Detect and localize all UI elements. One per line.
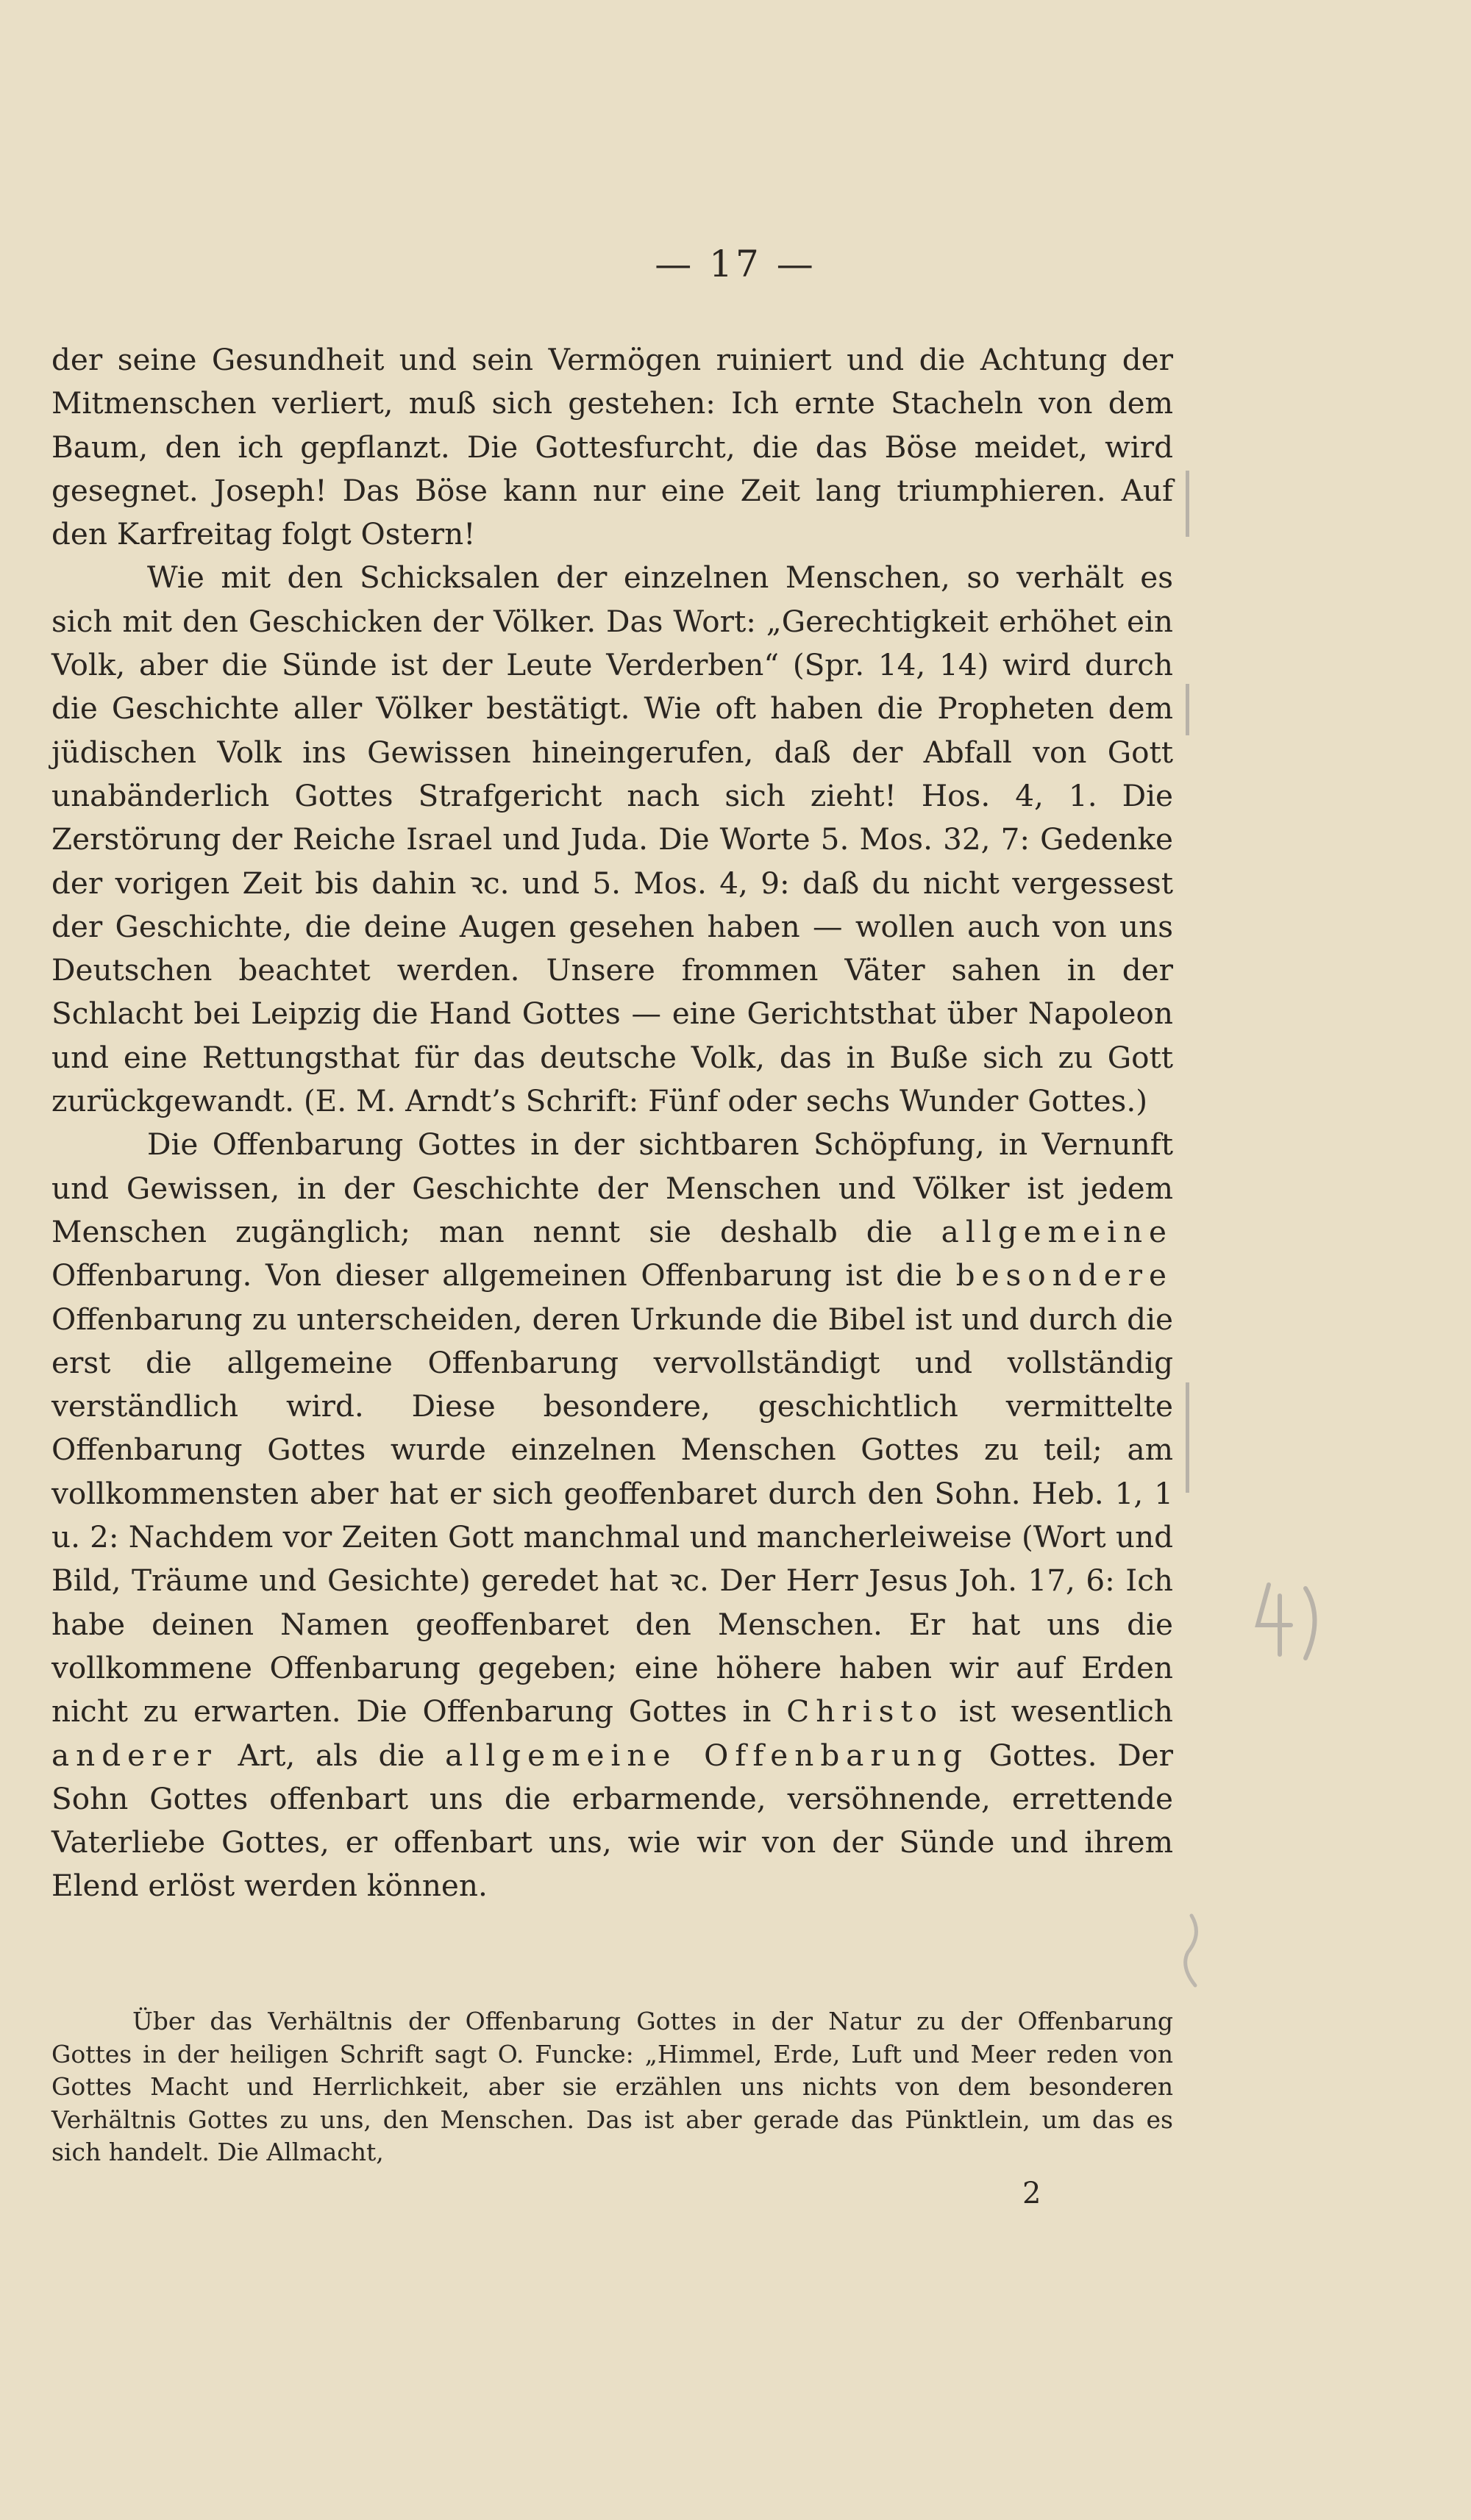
margin-line-mark: [1186, 1382, 1189, 1493]
margin-line-mark: [1186, 471, 1189, 537]
text-run: Wie mit den Schicksalen der einzelnen Menschen, so verhält es sich mit den Geschicken der Völker. Das Wort: „Gerechtigkeit erhöhet ein Volk, aber die Sünde ist der Leute Verderben“ (Spr. 14, 14) wird durch die Geschichte aller Völker bestätigt. Wie oft haben die Propheten dem jüdischen Volk ins Gewissen hineingerufen, daß der Abfall von Gott unabänderlich Gottes Strafgericht nach sich zieht! Hos. 4, 1. Die Zerstörung der Reiche Israel und Juda. Die Worte 5. Mos. 32, 7: Gedenke der vorigen Zeit bis dahin ꝛc. und 5. Mos. 4, 9: daß du nicht vergessest der Geschichte, die deine Augen gesehen haben — wollen auch von uns Deutschen beachtet werden. Unsere frommen Väter sahen in der Schlacht bei Leipzig die Hand Gottes — eine Gerichtsthat über Napoleon und eine Rettungsthat für das deutsche Volk, das in Buße sich zu Gott zurückgewandt. (E. M. Arndt’s Schrift: Fünf oder sechs Wunder Gottes.): [51, 560, 1173, 1119]
text-run: Die Offenbarung Gottes in der sichtbaren Schöpfung, in Vernunft und Gewissen, in der Geschichte der Menschen und Völker ist jedem Menschen zugänglich; man nennt sie deshalb die: [51, 1127, 1173, 1249]
paragraph: [51, 1123, 1173, 1907]
emphasized-text: anderer: [51, 1737, 218, 1773]
text-run: ist wesentlich: [944, 1693, 1173, 1730]
page-number: — 17 —: [655, 243, 816, 285]
emphasized-text: besondere: [955, 1257, 1173, 1293]
emphasized-text: allgemeine: [941, 1213, 1173, 1249]
pencil-scribble-icon: [1177, 1912, 1206, 1993]
paragraph: [51, 556, 1173, 1123]
pencil-annotation-icon: [1250, 1574, 1331, 1669]
main-text: [51, 338, 1173, 1908]
margin-line-mark: [1186, 684, 1189, 735]
printer-signature: 2: [1022, 2177, 1041, 2210]
text-run: der seine Gesundheit und sein Vermögen ruiniert und die Achtung der Mitmenschen verliert, muß sich gestehen: Ich ernte Stacheln von dem Baum, den ich gepflanzt. Die Gottesfurcht, die das Böse meidet, wird gesegnet. Joseph! Das Böse kann nur eine Zeit lang triumphieren. Auf den Karfreitag folgt Ostern!: [51, 342, 1173, 552]
text-run: Art, als die: [217, 1737, 446, 1773]
emphasized-text: allgemeine Offenbarung: [445, 1737, 969, 1773]
emphasized-text: Christo: [786, 1693, 944, 1730]
paragraph: [51, 338, 1173, 556]
text-run: Gottes. Der Sohn Gottes offenbart uns die erbarmende, versöhnende, errettende Vaterliebe Gottes, er offenbart uns, wie wir von der Sünde und ihrem Elend erlöst werden können.: [51, 1737, 1174, 1904]
footnote-text: Über das Verhältnis der Offenbarung Gottes in der Natur zu der Offenbarung Gottes in der heiligen Schrift sagt O. Funcke: „Himmel, Erde, Luft und Meer reden von Gottes Macht und Herrlichkeit, aber sie erzählen uns nichts von dem besonderen Verhältnis Gottes zu uns, den Menschen. Das ist aber gerade das Pünktlein, um das es sich handelt. Die Allmacht,: [51, 2007, 1173, 2166]
footnote: [51, 2005, 1173, 2169]
text-run: Offenbarung. Von dieser allgemeinen Offenbarung ist die: [51, 1257, 956, 1293]
text-run: Offenbarung zu unterscheiden, deren Urkunde die Bibel ist und durch die erst die allgemeine Offenbarung vervollständigt und vollständig verständlich wird. Diese besondere, geschichtlich vermittelte Offenbarung Gottes wurde einzelnen Menschen Gottes zu teil; am vollkommensten aber hat er sich geoffenbaret durch den Sohn. Heb. 1, 1 u. 2: Nachdem vor Zeiten Gott manchmal und mancherleiweise (Wort und Bild, Träume und Gesichte) geredet hat ꝛc. Der Herr Jesus Joh. 17, 6: Ich habe deinen Namen geoffenbaret den Menschen. Er hat uns die vollkommene Offenbarung gegeben; eine höhere haben wir auf Erden nicht zu erwarten. Die Offenbarung Gottes in: [51, 1301, 1173, 1730]
